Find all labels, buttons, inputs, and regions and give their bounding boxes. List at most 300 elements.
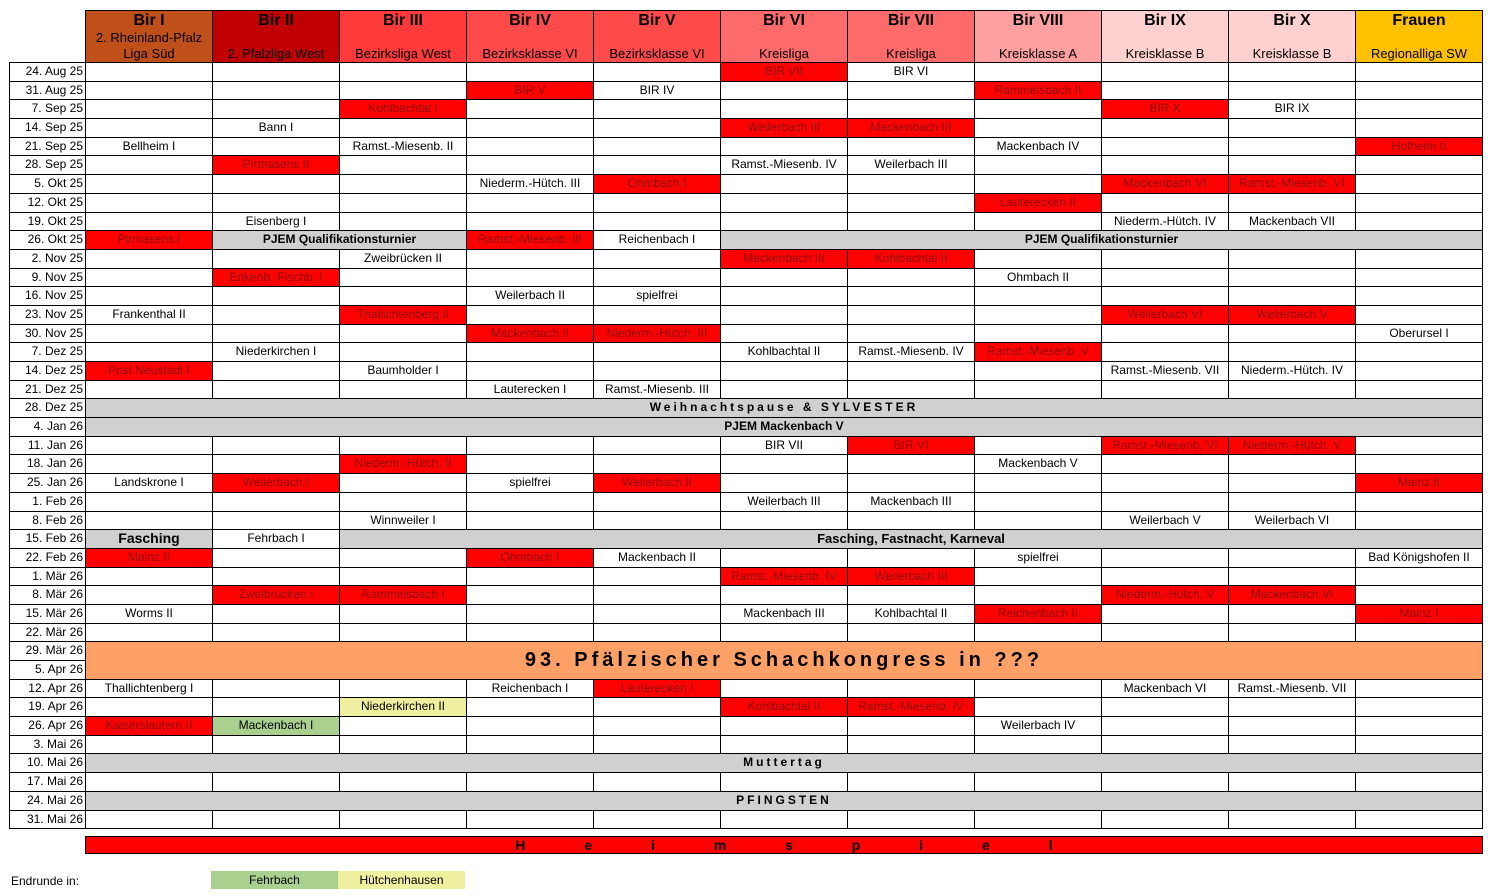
match-cell	[594, 605, 721, 624]
match-cell	[1356, 568, 1483, 587]
match-cell: Thallichtenberg I	[86, 680, 213, 699]
karneval-band: Fasching, Fastnacht, Karneval	[340, 530, 1483, 549]
kongress-band: 93. Pfälzischer Schachkongress in ???	[86, 642, 1483, 679]
match-cell	[594, 138, 721, 157]
endrunde-legend	[0, 870, 700, 890]
team-header	[340, 10, 467, 63]
team-header	[721, 10, 848, 63]
match-cell	[340, 325, 467, 344]
match-cell	[1102, 325, 1229, 344]
match-cell	[340, 717, 467, 736]
match-cell	[86, 250, 213, 269]
match-cell	[213, 437, 340, 456]
date-cell: 29. Mär 26	[9, 642, 86, 661]
match-cell: Mackenbach III	[721, 250, 848, 269]
match-cell: spielfrei	[975, 549, 1102, 568]
schedule-row	[9, 213, 1484, 232]
match-cell: Winnweiler I	[340, 512, 467, 531]
match-cell	[1229, 287, 1356, 306]
match-cell	[213, 381, 340, 400]
match-cell	[848, 82, 975, 101]
match-cell	[86, 736, 213, 755]
match-cell: Lauterecken I	[594, 680, 721, 699]
match-cell	[594, 250, 721, 269]
break-band: PFINGSTEN	[86, 792, 1483, 811]
schedule-row	[9, 231, 1484, 250]
match-cell	[213, 325, 340, 344]
match-cell: Kohlbachtal II	[721, 698, 848, 717]
match-cell	[1229, 343, 1356, 362]
date-cell: 12. Apr 26	[9, 680, 86, 699]
date-cell: 23. Nov 25	[9, 306, 86, 325]
match-cell	[594, 306, 721, 325]
match-cell	[467, 362, 594, 381]
match-cell	[213, 773, 340, 792]
match-cell: Niederkirchen I	[213, 343, 340, 362]
team-name: Bir IX	[1144, 12, 1186, 29]
match-cell	[975, 736, 1102, 755]
match-cell	[1356, 586, 1483, 605]
schedule-row	[9, 287, 1484, 306]
match-cell	[1356, 175, 1483, 194]
schedule-row	[9, 773, 1484, 792]
team-name: Bir I	[133, 12, 165, 29]
match-cell	[467, 269, 594, 288]
match-cell	[848, 269, 975, 288]
league-name: Kreisliga	[886, 46, 936, 61]
match-cell	[975, 586, 1102, 605]
team-name: Bir II	[258, 12, 294, 29]
match-cell	[721, 811, 848, 830]
break-band: Weihnachtspause & SYLVESTER	[86, 399, 1483, 418]
heimspiel-letter: m	[713, 837, 727, 853]
match-cell	[340, 175, 467, 194]
match-cell	[1229, 325, 1356, 344]
match-cell	[1102, 138, 1229, 157]
match-cell	[594, 624, 721, 643]
league-line1	[213, 30, 339, 46]
schedule-row	[9, 455, 1484, 474]
match-cell	[1229, 698, 1356, 717]
match-cell	[975, 156, 1102, 175]
header-corner	[9, 10, 86, 63]
match-cell	[721, 194, 848, 213]
match-cell: Weilerbach III	[721, 119, 848, 138]
match-cell	[1356, 717, 1483, 736]
match-cell: Enkenb.-Fischb. I	[213, 269, 340, 288]
match-cell	[86, 175, 213, 194]
schedule-row	[9, 568, 1484, 587]
match-cell: Ramst.-Miesenb. V	[975, 343, 1102, 362]
heimspiel-letter: i	[919, 837, 924, 853]
match-cell	[721, 100, 848, 119]
match-cell	[975, 680, 1102, 699]
schedule-row	[9, 680, 1484, 699]
match-cell: BIR VI	[848, 63, 975, 82]
match-cell	[467, 717, 594, 736]
heimspiel-letter: i	[651, 837, 655, 853]
match-cell	[1356, 82, 1483, 101]
league-name: Bezirksklasse VI	[482, 46, 578, 61]
match-cell	[1229, 194, 1356, 213]
date-cell: 14. Sep 25	[9, 119, 86, 138]
match-cell	[467, 811, 594, 830]
league-line1: 2. Rheinland-Pfalz	[95, 30, 203, 45]
match-cell: Weilerbach VI	[1229, 512, 1356, 531]
match-cell	[1229, 250, 1356, 269]
match-cell	[721, 455, 848, 474]
match-cell	[1356, 736, 1483, 755]
match-cell	[86, 586, 213, 605]
match-cell: Bellheim I	[86, 138, 213, 157]
match-cell	[975, 698, 1102, 717]
match-cell: Mackenbach II	[594, 549, 721, 568]
match-cell	[975, 362, 1102, 381]
match-cell	[86, 512, 213, 531]
match-cell	[86, 773, 213, 792]
match-cell	[467, 250, 594, 269]
match-cell: Weilerbach I	[213, 474, 340, 493]
match-cell	[721, 82, 848, 101]
match-cell	[86, 82, 213, 101]
match-cell	[594, 736, 721, 755]
match-cell	[467, 213, 594, 232]
league-line1	[467, 30, 593, 46]
match-cell	[467, 736, 594, 755]
match-cell	[1102, 119, 1229, 138]
match-cell	[340, 605, 467, 624]
team-name: Bir III	[382, 12, 423, 29]
match-cell	[721, 325, 848, 344]
match-cell	[975, 175, 1102, 194]
match-cell: Hofheim II	[1356, 138, 1483, 157]
match-cell: Ramst.-Miesenb. IV	[848, 698, 975, 717]
match-cell: Rammelsbach II	[975, 82, 1102, 101]
schedule-row	[9, 586, 1484, 605]
match-cell	[213, 624, 340, 643]
match-cell: Ohmbach I	[467, 549, 594, 568]
match-cell	[340, 474, 467, 493]
match-cell	[213, 680, 340, 699]
heimspiel-letter: l	[1048, 837, 1053, 853]
match-cell: Mackenbach VII	[1229, 213, 1356, 232]
match-cell	[975, 773, 1102, 792]
league-name: Regionalliga SW	[1370, 46, 1468, 61]
match-cell: Niederm.-Hütch. III	[594, 325, 721, 344]
match-cell	[467, 493, 594, 512]
match-cell: Ohmbach II	[975, 269, 1102, 288]
schedule-row	[9, 605, 1484, 624]
schedule-row	[9, 474, 1484, 493]
schedule-row	[9, 250, 1484, 269]
match-cell	[340, 549, 467, 568]
league-name: Liga Süd	[123, 46, 175, 61]
match-cell	[467, 698, 594, 717]
match-cell	[1229, 568, 1356, 587]
match-cell	[975, 381, 1102, 400]
heimspiel-letter: e	[584, 837, 593, 853]
match-cell	[721, 680, 848, 699]
match-cell	[340, 269, 467, 288]
match-cell	[594, 194, 721, 213]
match-cell	[975, 811, 1102, 830]
match-cell: Kohlbachtal II	[848, 250, 975, 269]
match-cell	[848, 100, 975, 119]
match-cell	[594, 343, 721, 362]
match-cell	[848, 455, 975, 474]
date-cell: 14. Dez 25	[9, 362, 86, 381]
date-cell: 30. Nov 25	[9, 325, 86, 344]
match-cell	[721, 736, 848, 755]
schedule-row	[9, 811, 1484, 830]
team-name: Bir IV	[509, 12, 551, 29]
match-cell	[1356, 811, 1483, 830]
team-name: Bir V	[638, 12, 676, 29]
match-cell: Mackenbach III	[848, 493, 975, 512]
match-cell: Weilerbach III	[848, 568, 975, 587]
date-cell: 2. Nov 25	[9, 250, 86, 269]
match-cell	[1356, 287, 1483, 306]
match-cell	[86, 568, 213, 587]
match-cell	[1102, 63, 1229, 82]
match-cell	[848, 194, 975, 213]
match-cell	[467, 773, 594, 792]
match-cell	[467, 194, 594, 213]
schedule-row	[9, 698, 1484, 717]
endrunde-label: Endrunde in:	[11, 874, 80, 888]
match-cell	[340, 811, 467, 830]
match-cell	[1356, 63, 1483, 82]
pjem-band: PJEM Qualifikationsturnier	[721, 231, 1483, 250]
match-cell	[1356, 119, 1483, 138]
match-cell	[1229, 119, 1356, 138]
match-cell	[1356, 156, 1483, 175]
endrunde-huetchenhausen: Hütchenhausen	[338, 871, 465, 889]
match-cell	[1356, 624, 1483, 643]
heimspiel-letter: e	[981, 837, 990, 853]
match-cell	[1356, 773, 1483, 792]
team-name: Bir X	[1273, 12, 1311, 29]
match-cell	[1356, 680, 1483, 699]
heimspiel-legend-bar	[85, 836, 1483, 854]
heimspiel-letter: s	[785, 837, 793, 853]
match-cell	[594, 811, 721, 830]
match-cell	[213, 175, 340, 194]
match-cell	[1229, 474, 1356, 493]
schedule-row	[9, 100, 1484, 119]
schedule-row	[9, 119, 1484, 138]
match-cell: Niederm.-Hütch. II	[340, 455, 467, 474]
match-cell	[86, 325, 213, 344]
match-cell	[1229, 624, 1356, 643]
date-cell: 4. Jan 26	[9, 418, 86, 437]
league-line1	[594, 30, 720, 46]
match-cell	[213, 512, 340, 531]
match-cell	[975, 250, 1102, 269]
match-cell	[721, 474, 848, 493]
match-cell: Weilerbach III	[848, 156, 975, 175]
match-cell: Weilerbach II	[467, 287, 594, 306]
date-cell: 18. Jan 26	[9, 455, 86, 474]
match-cell	[975, 306, 1102, 325]
match-cell	[1229, 811, 1356, 830]
match-cell	[1102, 455, 1229, 474]
date-cell: 31. Mai 26	[9, 811, 86, 830]
schedule-row	[9, 82, 1484, 101]
match-cell: Mackenbach VI	[1102, 680, 1229, 699]
match-cell	[86, 343, 213, 362]
match-cell: Reichenbach I	[594, 231, 721, 250]
match-cell: Worms II	[86, 605, 213, 624]
match-cell	[594, 269, 721, 288]
schedule-row	[9, 175, 1484, 194]
match-cell	[86, 194, 213, 213]
match-cell	[975, 474, 1102, 493]
match-cell	[721, 175, 848, 194]
league-line1	[848, 30, 974, 46]
match-cell	[1356, 194, 1483, 213]
match-cell	[975, 512, 1102, 531]
match-cell: Weilerbach V	[1102, 512, 1229, 531]
match-cell	[848, 624, 975, 643]
match-cell	[1102, 605, 1229, 624]
match-cell	[340, 194, 467, 213]
match-cell	[721, 512, 848, 531]
date-cell: 28. Sep 25	[9, 156, 86, 175]
match-cell: Niederm.-Hütch. III	[467, 175, 594, 194]
match-cell	[1102, 717, 1229, 736]
schedule-body	[9, 63, 1484, 829]
match-cell	[467, 512, 594, 531]
match-cell	[213, 811, 340, 830]
match-cell	[848, 325, 975, 344]
match-cell	[86, 437, 213, 456]
match-cell	[340, 437, 467, 456]
date-cell: 7. Dez 25	[9, 343, 86, 362]
schedule-row	[9, 549, 1484, 568]
match-cell	[721, 269, 848, 288]
match-cell	[848, 773, 975, 792]
match-cell	[213, 82, 340, 101]
schedule-sheet	[9, 10, 1484, 829]
match-cell	[340, 213, 467, 232]
match-cell: BIR VI	[848, 437, 975, 456]
match-cell	[1229, 138, 1356, 157]
team-header	[1356, 10, 1483, 63]
fasching-cell: Fasching	[86, 530, 213, 549]
match-cell: BIR IV	[594, 82, 721, 101]
match-cell: Niederm.-Hütch. IV	[1229, 362, 1356, 381]
date-cell: 15. Feb 26	[9, 530, 86, 549]
match-cell	[848, 736, 975, 755]
date-cell: 21. Sep 25	[9, 138, 86, 157]
match-cell	[467, 156, 594, 175]
match-cell: BIR X	[1102, 100, 1229, 119]
match-cell	[848, 175, 975, 194]
schedule-row	[9, 138, 1484, 157]
match-cell: Kohlbachtal II	[848, 605, 975, 624]
match-cell: spielfrei	[467, 474, 594, 493]
match-cell	[86, 156, 213, 175]
team-name: Bir VI	[763, 12, 805, 29]
match-cell: BIR VII	[721, 437, 848, 456]
match-cell: Bann I	[213, 119, 340, 138]
league-name: 2. Pfalzliga West	[227, 46, 325, 61]
match-cell	[848, 586, 975, 605]
match-cell	[975, 119, 1102, 138]
match-cell	[1229, 717, 1356, 736]
schedule-row	[9, 512, 1484, 531]
match-cell	[1102, 736, 1229, 755]
match-cell	[340, 568, 467, 587]
match-cell	[594, 455, 721, 474]
match-cell	[86, 381, 213, 400]
date-cell: 10. Mai 26	[9, 754, 86, 773]
match-cell	[340, 736, 467, 755]
match-cell	[86, 811, 213, 830]
match-cell: Kaiserslautern II	[86, 717, 213, 736]
match-cell	[1102, 493, 1229, 512]
match-cell: BIR VII	[721, 63, 848, 82]
match-cell: Bad Königshofen II	[1356, 549, 1483, 568]
team-header	[1102, 10, 1229, 63]
match-cell	[467, 455, 594, 474]
match-cell: Pirmasens II	[213, 156, 340, 175]
match-cell	[848, 381, 975, 400]
match-cell	[848, 138, 975, 157]
match-cell	[975, 287, 1102, 306]
date-cell: 21. Dez 25	[9, 381, 86, 400]
match-cell	[1356, 343, 1483, 362]
match-cell: Reichenbach II	[975, 605, 1102, 624]
schedule-row	[9, 736, 1484, 755]
date-cell: 9. Nov 25	[9, 269, 86, 288]
match-cell	[848, 811, 975, 830]
match-cell	[340, 624, 467, 643]
schedule-row	[9, 306, 1484, 325]
pjem-band: PJEM Qualifikationsturnier	[213, 231, 467, 250]
match-cell	[975, 100, 1102, 119]
match-cell: Mainz II	[86, 549, 213, 568]
match-cell	[213, 698, 340, 717]
match-cell	[86, 269, 213, 288]
schedule-row	[9, 362, 1484, 381]
date-cell: 19. Apr 26	[9, 698, 86, 717]
match-cell	[594, 63, 721, 82]
match-cell: Thallichtenberg II	[340, 306, 467, 325]
match-cell	[1229, 269, 1356, 288]
date-cell: 8. Mär 26	[9, 586, 86, 605]
match-cell: Ohmbach I	[594, 175, 721, 194]
league-name: Kreisklasse A	[998, 46, 1078, 61]
match-cell: Ramst.-Miesenb. III	[467, 231, 594, 250]
match-cell	[1102, 287, 1229, 306]
team-header	[467, 10, 594, 63]
match-cell: Zweibrücken I	[213, 586, 340, 605]
match-cell	[213, 568, 340, 587]
match-cell	[213, 605, 340, 624]
league-name: Kreisliga	[759, 46, 809, 61]
match-cell	[340, 156, 467, 175]
match-cell	[213, 287, 340, 306]
match-cell	[1229, 773, 1356, 792]
match-cell: Niederm.-Hütch. V	[1229, 437, 1356, 456]
match-cell	[467, 119, 594, 138]
match-cell: Oberursel I	[1356, 325, 1483, 344]
match-cell: Lauterecken II	[975, 194, 1102, 213]
match-cell: Ramst.-Miesenb. VI	[1102, 437, 1229, 456]
league-line1	[1356, 30, 1482, 46]
